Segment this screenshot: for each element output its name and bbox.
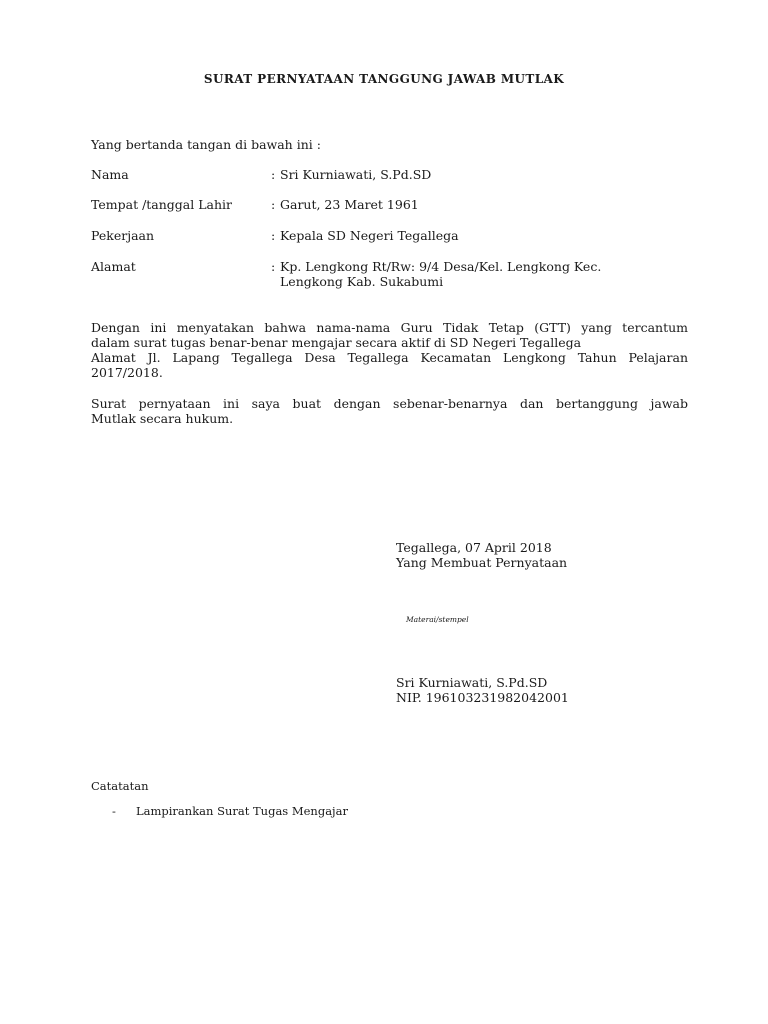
- closing-line: Surat pernyataan ini saya buat dengan sebenar-benarnya dan bertanggung jawab: [91, 396, 688, 411]
- notes-title: Catatatan: [91, 779, 149, 793]
- address-line-1: Kp. Lengkong Rt/Rw: 9/4 Desa/Kel. Lengkong Kec.: [280, 259, 602, 274]
- signer-name: Sri Kurniawati, S.Pd.SD: [396, 675, 548, 690]
- field-value: [280, 259, 601, 289]
- field-separator: :: [271, 167, 276, 182]
- statement-line: 2017/2018.: [91, 365, 163, 380]
- field-separator: :: [271, 197, 276, 212]
- field-label: Tempat /tanggal Lahir: [91, 197, 233, 212]
- field-label: Nama: [91, 167, 129, 182]
- address-line-2: Lengkong Kab. Sukabumi: [280, 274, 444, 289]
- stamp-placeholder: Materai/stempel: [406, 615, 469, 624]
- place-date: Tegallega, 07 April 2018: [396, 540, 552, 555]
- statement-line: dalam surat tugas benar-benar mengajar secara aktif di SD Negeri Tegallega: [91, 335, 582, 350]
- statement-paragraph: [91, 320, 688, 380]
- field-separator: :: [271, 228, 276, 243]
- statement-line: Alamat Jl. Lapang Tegallega Desa Tegallega Kecamatan Lengkong Tahun Pelajaran: [91, 350, 688, 365]
- statement-line: Dengan ini menyatakan bahwa nama-nama Guru Tidak Tetap (GTT) yang tercantum: [91, 320, 688, 335]
- field-value: Kepala SD Negeri Tegallega: [280, 228, 459, 243]
- bullet-dash: -: [112, 804, 116, 818]
- field-value: Sri Kurniawati, S.Pd.SD: [280, 167, 432, 182]
- notes-item-text: Lampirankan Surat Tugas Mengajar: [136, 804, 348, 818]
- field-separator: :: [271, 259, 276, 274]
- field-label: Alamat: [91, 259, 136, 274]
- field-label: Pekerjaan: [91, 228, 155, 243]
- intro-text: Yang bertanda tangan di bawah ini :: [91, 137, 321, 152]
- signer-nip: NIP. 196103231982042001: [396, 690, 569, 705]
- signature-header: [396, 540, 567, 570]
- closing-line: Mutlak secara hukum.: [91, 411, 234, 426]
- document-title: SURAT PERNYATAAN TANGGUNG JAWAB MUTLAK: [203, 72, 565, 86]
- closing-paragraph: [91, 396, 688, 426]
- field-value: Garut, 23 Maret 1961: [280, 197, 419, 212]
- signature-footer: [396, 675, 569, 705]
- signer-role: Yang Membuat Pernyataan: [396, 555, 568, 570]
- notes-list-item: [112, 804, 348, 818]
